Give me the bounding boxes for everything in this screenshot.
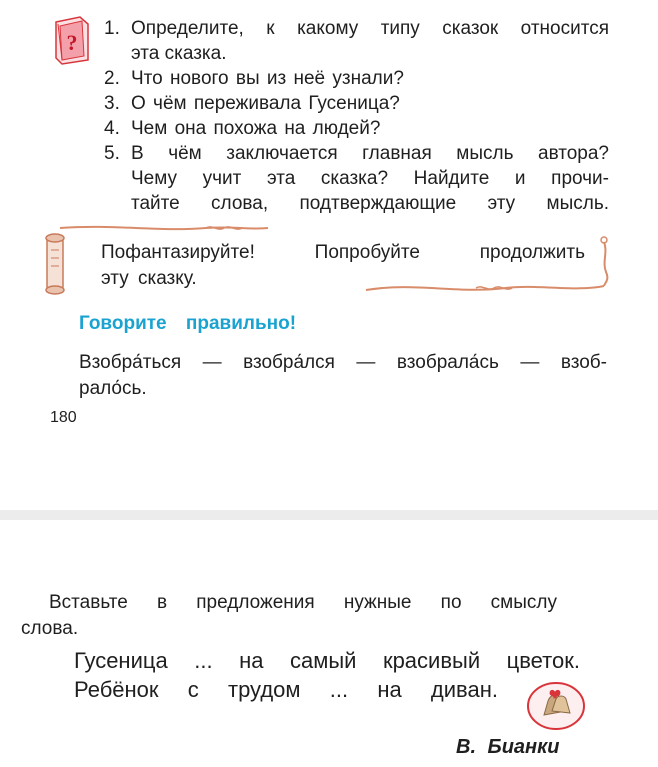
svg-text:?: ?: [66, 30, 78, 55]
question-book-icon: [50, 14, 94, 66]
speak-correctly-heading: Говорите правильно!: [79, 313, 297, 334]
question-number: 4.: [104, 118, 120, 139]
task-line: слова.: [21, 618, 79, 639]
sentence: Гусеница ... на самый красивый цветок.: [74, 648, 580, 673]
question-text: О чём переживала Гусеница?: [131, 93, 400, 114]
insert-words-task: [21, 590, 557, 642]
page-separator: [0, 510, 658, 520]
question-item: [104, 66, 609, 91]
question-number: 2.: [104, 68, 120, 89]
question-text: Определите, к какому типу сказок относится: [131, 18, 609, 39]
question-list: [104, 16, 609, 216]
question-number: 3.: [104, 93, 120, 114]
fantasy-line: эту сказку.: [101, 268, 197, 289]
page-number: 180: [50, 409, 77, 426]
question-text: Что нового вы из неё узнали?: [131, 68, 404, 89]
question-number: 5.: [104, 143, 120, 164]
speak-correctly-text: [79, 350, 607, 402]
question-item: [104, 16, 609, 66]
author-name: В. Бианки: [456, 736, 560, 758]
task-line: Вставьте в предложения нужные по смыслу: [49, 592, 557, 613]
bell-icon: [526, 681, 586, 731]
question-text: тайте слова, подтверждающие эту мысль.: [131, 193, 609, 214]
question-item: [104, 91, 609, 116]
task-sentences: [74, 646, 580, 704]
question-text: В чём заключается главная мысль автора?: [131, 143, 609, 164]
fantasy-task: [101, 240, 585, 292]
question-text: Чем она похожа на людей?: [131, 118, 381, 139]
speak-line: рало́сь.: [79, 378, 147, 399]
scroll-icon: [42, 230, 68, 298]
question-item: [104, 141, 609, 216]
question-number: 1.: [104, 18, 120, 39]
speak-line: Взобра́ться — взобра́лся — взобрала́сь — взоб-: [79, 352, 607, 373]
question-text: Чему учит эта сказка? Найдите и прочи-: [131, 168, 609, 189]
question-text: эта сказка.: [131, 43, 227, 64]
sentence: Ребёнок с трудом ... на диван.: [74, 677, 498, 702]
question-item: [104, 116, 609, 141]
fantasy-line: Пофантазируйте! Попробуйте продолжить: [101, 242, 585, 263]
